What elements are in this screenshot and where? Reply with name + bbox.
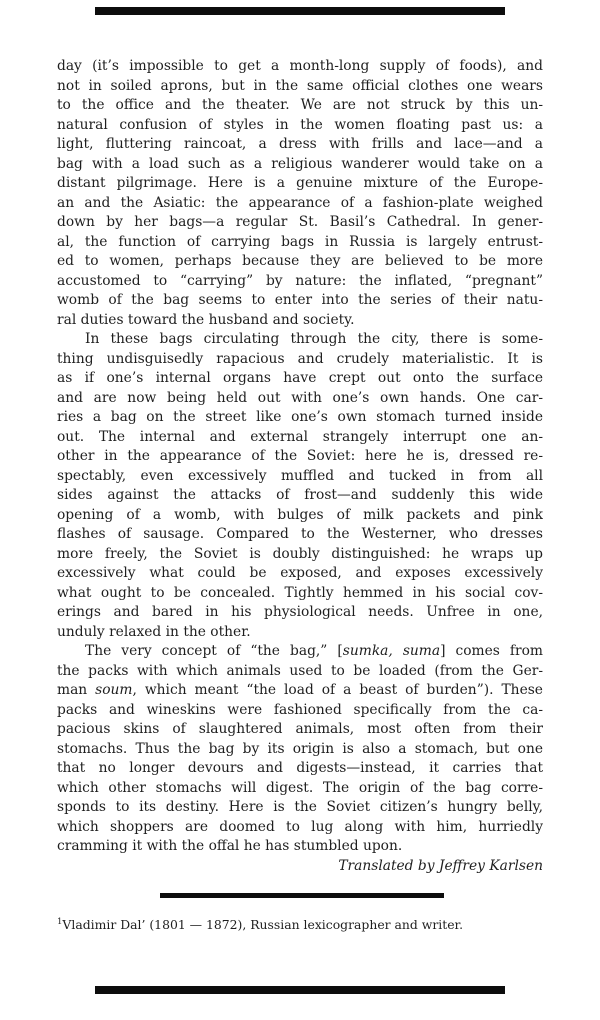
- text-line: packs and wineskins were fashioned specifically from the ca-: [57, 701, 543, 718]
- text-line: sides against the attacks of frost—and suddenly this wide: [57, 487, 543, 503]
- text-line: stomachs. Thus the bag by its origin is also a stomach, but one: [57, 740, 543, 757]
- text-line: other in the appearance of the Soviet: here he is, dressed re-: [57, 448, 543, 464]
- text-line: [57, 642, 543, 662]
- text-line: sponds to its destiny. Here is the Soviet citizen’s hungry belly,: [57, 799, 543, 815]
- translator-credit: Translated by Jeffrey Karlsen: [338, 857, 543, 874]
- text-line: spectably, even excessively muffled and tucked in from all: [57, 467, 543, 484]
- text-line: In these bags circulating through the city, there is some-: [85, 331, 543, 347]
- text-segment: ] comes from: [440, 643, 543, 659]
- text-line: out. The internal and external strangely interrupt one an-: [57, 428, 543, 445]
- text-line: not in soiled aprons, but in the same official clothes one wears: [57, 77, 543, 94]
- text-line: excessively what could be exposed, and exposes excessively: [57, 565, 543, 581]
- bottom-page-rule: [95, 986, 505, 994]
- text-line: ed to women, perhaps because they are believed to be more: [57, 253, 543, 269]
- text-line: al, the function of carrying bags in Russia is largely entrust-: [57, 233, 543, 250]
- text-line: opening of a womb, with bulges of milk packets and pink: [57, 506, 543, 523]
- text-line: light, fluttering raincoat, a dress with frills and lace—and a: [57, 136, 543, 152]
- text-line: which other stomachs will digest. The origin of the bag corre-: [57, 779, 543, 796]
- text-line: flashes of sausage. Compared to the Westerner, who dresses: [57, 526, 543, 542]
- text-line: to the office and the theater. We are not struck by this un-: [57, 97, 543, 113]
- text-line: bag with a load such as a religious wanderer would take on a: [57, 155, 543, 172]
- text-segment: The very concept of “the bag,” [: [85, 643, 343, 659]
- text-line: accustomed to “carrying” by nature: the inflated, “pregnant”: [57, 272, 543, 289]
- text-line: as if one’s internal organs have crept out onto the surface: [57, 370, 543, 386]
- text-line: ral duties toward the husband and society.: [57, 311, 355, 328]
- text-line: more freely, the Soviet is doubly distinguished: he wraps up: [57, 545, 543, 562]
- text-line: thing undisguisedly rapacious and crudely materialistic. It is: [57, 350, 543, 367]
- text-line: natural confusion of styles in the women floating past us: a: [57, 116, 543, 133]
- top-page-rule: [95, 7, 505, 15]
- footnote-separator-rule: [160, 893, 444, 898]
- text-line: [57, 681, 543, 701]
- article-text: [57, 57, 543, 876]
- text-line: and are now being held out with one’s own hands. One car-: [57, 389, 543, 406]
- text-line: what ought to be concealed. Tightly hemmed in his social cov-: [57, 584, 543, 601]
- text-line: down by her bags—a regular St. Basil’s Cathedral. In gener-: [57, 214, 543, 230]
- text-line: the packs with which animals used to be loaded (from the Ger-: [57, 662, 543, 679]
- text-line: that no longer devours and digests—instead, it carries that: [57, 760, 543, 776]
- text-line: unduly relaxed in the other.: [57, 623, 251, 640]
- footnote: [57, 916, 543, 934]
- italic-term: soum: [95, 682, 133, 698]
- text-line: womb of the bag seems to enter into the series of their natu-: [57, 292, 543, 308]
- text-line: an and the Asiatic: the appearance of a fashion-plate weighed: [57, 194, 543, 211]
- text-line: erings and bared in his physiological needs. Unfree in one,: [57, 604, 543, 620]
- body-paragraphs: [57, 57, 543, 857]
- text-segment: man: [57, 682, 96, 698]
- text-line: ries a bag on the street like one’s own stomach turned inside: [57, 409, 543, 425]
- text-line: distant pilgrimage. Here is a genuine mixture of the Europe-: [57, 175, 543, 191]
- text-line: pacious skins of slaughtered animals, most often from their: [57, 721, 543, 737]
- text-line: which shoppers are doomed to lug along with him, hurriedly: [57, 818, 543, 835]
- footnote-marker: 1: [57, 916, 63, 927]
- footnote-text: Vladimir Dal’ (1801 — 1872), Russian lexicographer and writer.: [62, 917, 464, 932]
- italic-term: sumka, suma: [342, 643, 441, 659]
- text-line: day (it’s impossible to get a month-long supply of foods), and: [57, 58, 543, 74]
- text-line: cramming it with the offal he has stumbled upon.: [57, 838, 403, 854]
- text-segment: , which meant “the load of a beast of burden”). These: [132, 682, 543, 698]
